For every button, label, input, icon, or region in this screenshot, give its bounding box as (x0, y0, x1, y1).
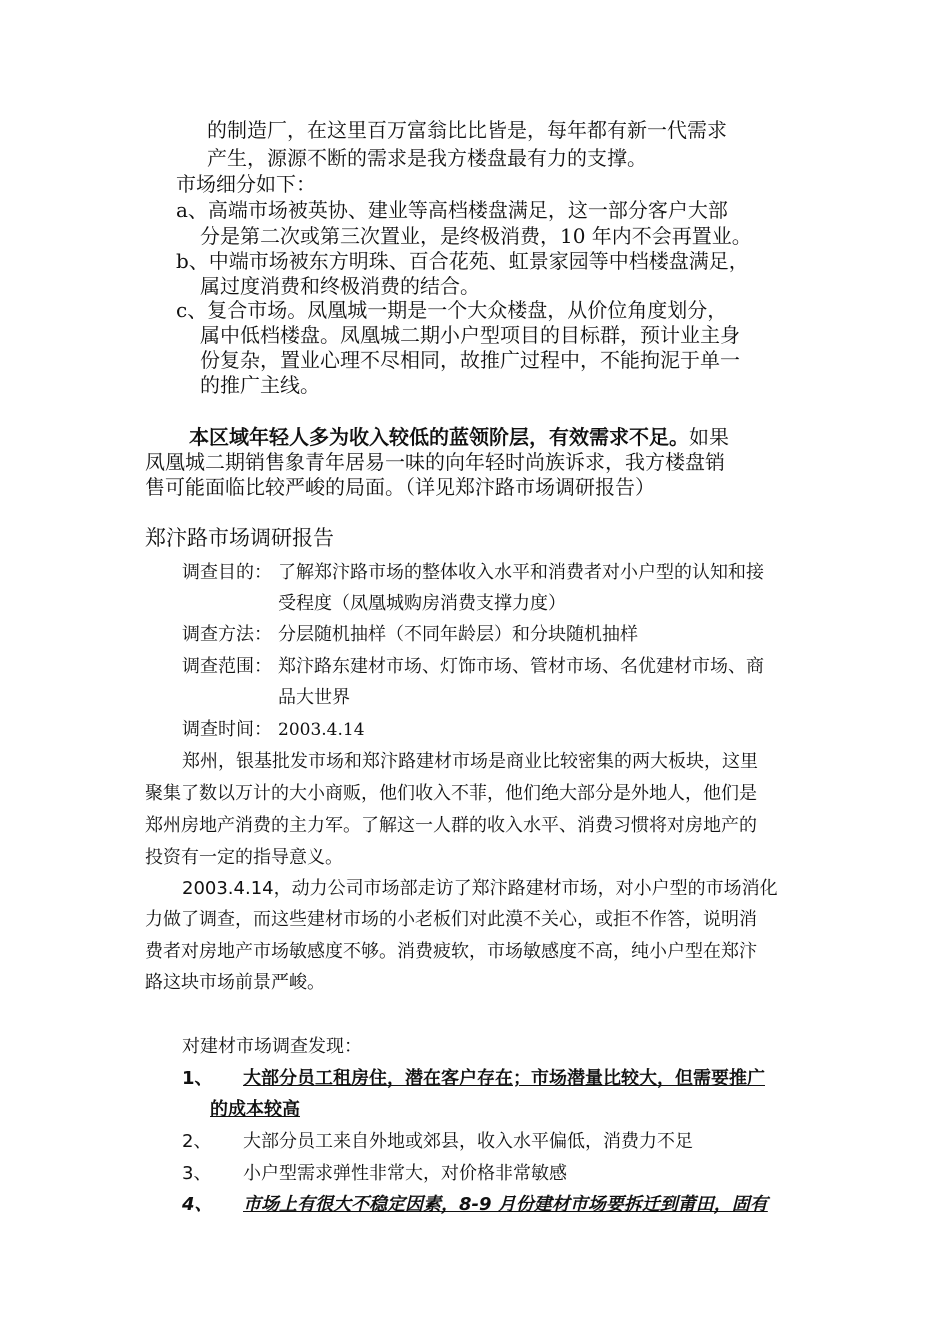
intro-line-2: 产生，源源不断的需求是我方楼盘最有力的支撑。 (207, 146, 647, 170)
method-label: 调查方法： (182, 624, 272, 645)
scope-label: 调查范围： (182, 656, 272, 677)
para2-line-4: 路这块市场前景严峻。 (145, 972, 325, 993)
para1-line-4: 投资有一定的指导意义。 (145, 847, 343, 868)
summary-line-1-rest: 如果 (689, 425, 729, 449)
para1-line-3: 郑州房地产消费的主力军。了解这一人群的收入水平、消费习惯将对房地产的 (145, 815, 757, 836)
finding-3-number: 3、 (182, 1163, 212, 1184)
scope-text-1: 郑汴路东建材市场、灯饰市场、管材市场、名优建材市场、商 (278, 656, 764, 677)
para1-line-2: 聚集了数以万计的大小商贩，他们收入不菲，他们绝大部分是外地人，他们是 (145, 783, 757, 804)
segment-c-line-3: 份复杂，置业心理不尽相同，故推广过程中，不能拘泥于单一 (200, 348, 740, 372)
para2-line-3: 费者对房地产市场敏感度不够。消费疲软，市场敏感度不高，纯小户型在郑汴 (145, 941, 757, 962)
scope-row-1 (182, 654, 764, 680)
findings-title: 对建材市场调查发现： (182, 1036, 362, 1057)
purpose-text-2: 受程度（凤凰城购房消费支撑力度） (278, 593, 566, 614)
method-row (182, 622, 638, 648)
purpose-label: 调查目的： (182, 562, 272, 583)
segment-b-line-2: 属过度消费和终极消费的结合。 (200, 274, 480, 298)
finding-4-text: 市场上有很大不稳定因素，8-9 月份建材市场要拆迁到莆田，固有 (243, 1194, 768, 1215)
para1-line-1: 郑州，银基批发市场和郑汴路建材市场是商业比较密集的两大板块，这里 (182, 751, 758, 772)
segment-b-line-1: b、中端市场被东方明珠、百合花苑、虹景家园等中档楼盘满足， (176, 249, 749, 273)
report-title: 郑汴路市场调研报告 (145, 526, 334, 550)
time-row (182, 717, 365, 743)
finding-1-text-1: 大部分员工租房住，潜在客户存在；市场潜量比较大，但需要推广 (243, 1068, 765, 1089)
purpose-row-1 (182, 560, 764, 586)
summary-line-3: 售可能面临比较严峻的局面。（详见郑汴路市场调研报告） (145, 475, 655, 499)
summary-bold-text: 本区域年轻人多为收入较低的蓝领阶层，有效需求不足。 (189, 425, 689, 449)
purpose-text-1: 了解郑汴路市场的整体收入水平和消费者对小户型的认知和接 (278, 562, 764, 583)
finding-1-text-2: 的成本较高 (210, 1099, 300, 1120)
time-value: 2003.4.14 (278, 720, 365, 740)
method-text: 分层随机抽样（不同年龄层）和分块随机抽样 (278, 624, 638, 645)
summary-line-2: 凤凰城二期销售象青年居易一味的向年轻时尚族诉求，我方楼盘销 (145, 450, 725, 474)
intro-line-1: 的制造厂，在这里百万富翁比比皆是，每年都有新一代需求 (207, 118, 727, 142)
finding-1-number: 1、 (182, 1068, 213, 1089)
para2-line-1: 2003.4.14，动力公司市场部走访了郑汴路建材市场，对小户型的市场消化 (182, 878, 778, 899)
summary-line-1 (189, 424, 729, 450)
finding-2-number: 2、 (182, 1131, 212, 1152)
finding-4-number: 4、 (182, 1194, 213, 1215)
segment-c-line-2: 属中低档楼盘。凤凰城二期小户型项目的目标群，预计业主身 (200, 323, 740, 347)
finding-2-text: 大部分员工来自外地或郊县，收入水平偏低，消费力不足 (243, 1131, 693, 1152)
segment-c-line-1: c、复合市场。凤凰城一期是一个大众楼盘，从价位角度划分， (176, 298, 728, 322)
para2-line-2: 力做了调查，而这些建材市场的小老板们对此漠不关心，或拒不作答，说明消 (145, 909, 757, 930)
finding-3-text: 小户型需求弹性非常大，对价格非常敏感 (243, 1163, 567, 1184)
scope-text-2: 品大世界 (278, 687, 350, 708)
segment-heading: 市场细分如下： (176, 172, 316, 196)
segment-a-line-2: 分是第二次或第三次置业，是终极消费，10 年内不会再置业。 (200, 224, 752, 248)
segment-c-line-4: 的推广主线。 (200, 373, 320, 397)
segment-a-line-1: a、高端市场被英协、建业等高档楼盘满足，这一部分客户大部 (176, 198, 728, 222)
time-label: 调查时间： (182, 719, 272, 740)
